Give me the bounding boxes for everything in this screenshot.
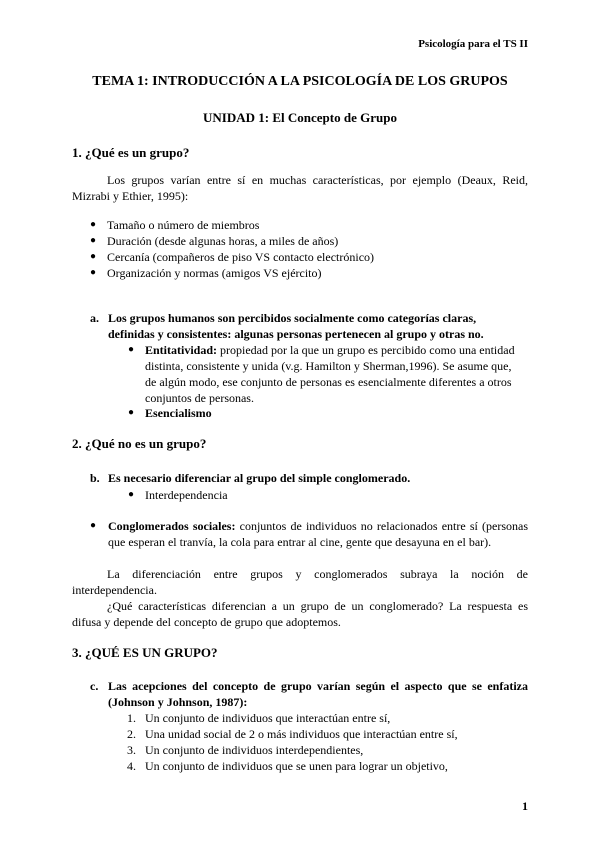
entitatividad-term: Entitatividad: xyxy=(145,343,218,357)
page-subtitle: UNIDAD 1: El Concepto de Grupo xyxy=(203,110,397,125)
para1-line1: La diferenciación entre grupos y conglomerados subraya la noción de xyxy=(107,567,528,581)
bullet-icon: ● xyxy=(90,251,97,262)
point-a-line1: Los grupos humanos son percibidos socialmente como categorías claras, xyxy=(108,311,477,325)
entitatividad-line2: distinta, consistente y unida (v.g. Hamilton y Sherman,1996). Se asume que, xyxy=(145,359,512,373)
entitatividad-line3: de algún modo, ese conjunto de personas es esencialmente diferentes a otros xyxy=(145,375,512,389)
bullet-icon: ● xyxy=(90,520,97,531)
entitatividad-line1 xyxy=(145,342,515,358)
bullet-icon: ● xyxy=(90,235,97,246)
point-c-marker: c. xyxy=(90,679,99,693)
para2-line1: ¿Qué características diferencian a un grupo de un conglomerado? La respuesta es xyxy=(107,599,528,613)
page-title: TEMA 1: INTRODUCCIÓN A LA PSICOLOGÍA DE LOS GRUPOS xyxy=(92,74,508,89)
list-number: 1. xyxy=(127,711,136,725)
page-number: 1 xyxy=(522,799,528,813)
conglomerados-line2: que esperan el tranvía, la cola para entrar al cine, gente que desayuna en el bar). xyxy=(108,535,492,549)
para2-line2: difusa y depende del concepto de grupo que adoptemos. xyxy=(72,615,341,629)
entitatividad-line4: conjuntos de personas. xyxy=(145,391,254,405)
list-item: Una unidad social de 2 o más individuos que interactúan entre sí, xyxy=(145,727,458,741)
list-number: 3. xyxy=(127,743,136,757)
point-a-marker: a. xyxy=(90,311,99,325)
list-item: Un conjunto de individuos que interactúan entre sí, xyxy=(145,711,391,725)
esencialismo-item: Esencialismo xyxy=(145,406,212,420)
bullet-icon: ● xyxy=(128,489,135,500)
point-c-line1: Las acepciones del concepto de grupo varían según el aspecto que se enfatiza xyxy=(108,679,528,693)
section-heading-1: 1. ¿Qué es un grupo? xyxy=(72,145,190,160)
section-heading-2: 2. ¿Qué no es un grupo? xyxy=(72,436,207,451)
point-a-line2: definidas y consistentes: algunas personas pertenecen al grupo y otras no. xyxy=(108,327,484,341)
bullet-icon: ● xyxy=(90,267,97,278)
list-item: Cercanía (compañeros de piso VS contacto electrónico) xyxy=(107,250,375,264)
interdependencia-item: Interdependencia xyxy=(145,488,228,502)
bullet-icon: ● xyxy=(90,219,97,230)
list-item: Duración (desde algunas horas, a miles de años) xyxy=(107,234,339,248)
bullet-icon: ● xyxy=(128,407,135,418)
point-b-text: Es necesario diferenciar al grupo del simple conglomerado. xyxy=(108,471,411,485)
list-item: Un conjunto de individuos interdependientes, xyxy=(145,743,364,757)
conglomerados-line1 xyxy=(108,518,528,534)
bullet-icon: ● xyxy=(128,344,135,355)
intro-paragraph-line2: Mizrabi y Ethier, 1995): xyxy=(72,189,189,203)
running-header: Psicología para el TS II xyxy=(418,38,528,50)
list-item: Un conjunto de individuos que se unen para lograr un objetivo, xyxy=(145,759,448,773)
list-number: 4. xyxy=(127,759,136,773)
entitatividad-definition: propiedad por la que un grupo es percibido como una entidad xyxy=(220,343,515,357)
list-number: 2. xyxy=(127,727,136,741)
list-item: Organización y normas (amigos VS ejército) xyxy=(107,266,322,280)
para1-line2: interdependencia. xyxy=(72,583,157,597)
point-c-line2: (Johnson y Johnson, 1987): xyxy=(108,695,248,709)
intro-paragraph-line1: Los grupos varían entre sí en muchas características, por ejemplo (Deaux, Reid, xyxy=(107,173,528,187)
conglomerados-term: Conglomerados sociales: xyxy=(108,519,236,533)
point-b-marker: b. xyxy=(90,471,100,485)
list-item: Tamaño o número de miembros xyxy=(107,218,260,232)
section-heading-3: 3. ¿QUÉ ES UN GRUPO? xyxy=(72,645,218,660)
conglomerados-definition: conjuntos de individuos no relacionados entre sí (personas xyxy=(239,519,528,533)
